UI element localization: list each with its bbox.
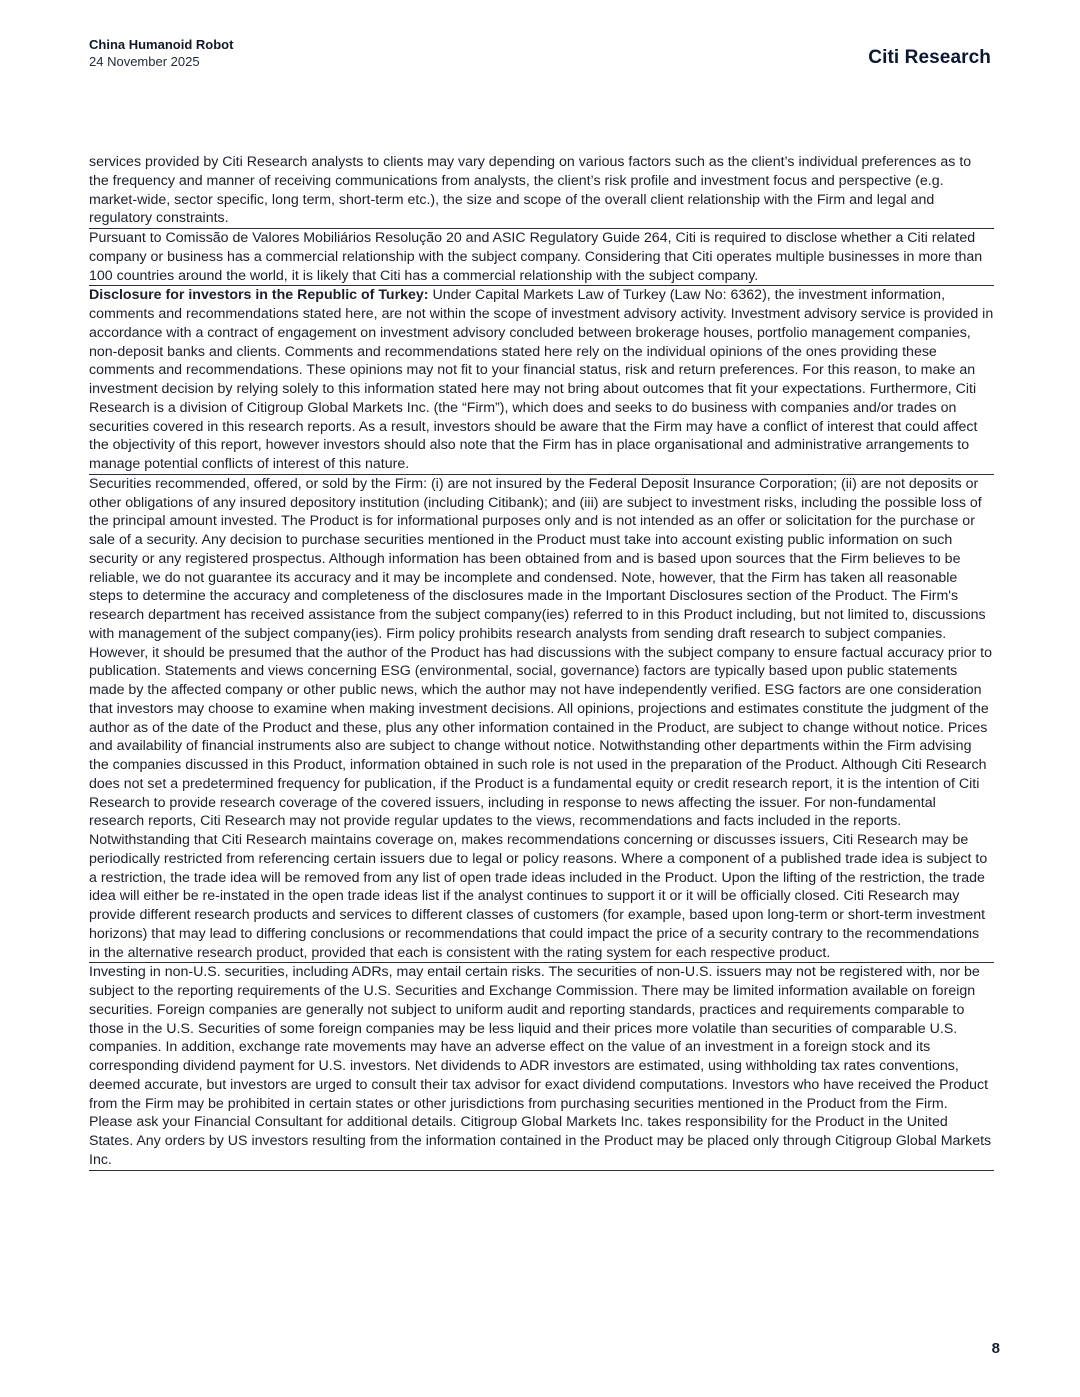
paragraph-text: services provided by Citi Research analysts to clients may vary depending on various factors such as the client’s individual preferences as to the frequency and manner of receiving communications from analysts, the client’s risk profile and investment focus and perspective (e.g. market-wide, sector specific, long term, short-term etc.), the size and scope of the overall client relationship with the Firm and legal and regulatory constraints. [89, 154, 972, 227]
paragraph-text: Under Capital Markets Law of Turkey (Law No: 6362), the investment information, comments and recommendations stated here, are not within the scope of investment advisory activity. Investment advisory service is provided in accordance with a contract of engagement on investment advisory concluded between brokerage houses, portfolio management companies, non-deposit banks and clients. Comments and recommendations stated here rely on the individual opinions of the ones providing these comments and recommendations. These opinions may not fit to your financial status, risk and return preferences. For this reason, to make an investment decision by relying solely to this information stated here may not bring about outcomes that fit your expectations. Furthermore, Citi Research is a division of Citigroup Global Markets Inc. (the “Firm”), which does and seeks to do business with companies and/or trades on securities covered in this research reports. As a result, investors should be aware that the Firm may have a conflict of interest that could affect the objectivity of this report, however investors should also note that the Firm has in place organisational and administrative arrangements to manage potential conflicts of interest of this nature. [89, 287, 994, 472]
disclosure-paragraph-services [89, 153, 994, 229]
report-date: 24 November 2025 [89, 54, 200, 69]
paragraph-text: Securities recommended, offered, or sold by the Firm: (i) are not insured by the Federal Deposit Insurance Corporation; (ii) are not deposits or other obligations of any insured depository institution (including Citibank); and (iii) are subject to investment risks, including the possible loss of the principal amount invested. The Product is for informational purposes only and is not intended as an offer or solicitation for the purchase or sale of a security. Any decision to purchase securities mentioned in the Product must take into account existing public information on such security or any registered prospectus. Although information has been obtained from and is based upon sources that the Firm believes to be reliable, we do not guarantee its accuracy and it may be incomplete and condensed. Note, however, that the Firm has taken all reasonable steps to determine the accuracy and completeness of the disclosures made in the Important Disclosures section of the Product. The Firm's research department has received assistance from the subject company(ies) referred to in this Product including, but not limited to, discussions with management of the subject company(ies). Firm policy prohibits research analysts from sending draft research to subject companies. However, it should be presumed that the author of the Product has had discussions with the subject company to ensure factual accuracy prior to publication. Statements and views concerning ESG (environmental, social, governance) factors are typically based upon public statements made by the affected company or other public news, which the author may not have independently verified. ESG factors are one consideration that investors may choose to examine when making investment decisions. All opinions, projections and estimates constitute the judgment of the author as of the date of the Product and these, plus any other information contained in the Product, are subject to change without notice. Prices and availability of financial instruments also are subject to change without notice. Notwithstanding other departments within the Firm advising the companies discussed in this Product, information obtained in such role is not used in the preparation of the Product. Although Citi Research does not set a predetermined frequency for publication, if the Product is a fundamental equity or credit research report, it is the intention of Citi Research to provide research coverage of the covered issuers, including in response to news affecting the issuer. For non-fundamental research reports, Citi Research may not provide regular updates to the views, recommendations and facts included in the reports. Notwithstanding that Citi Research maintains coverage on, makes recommendations concerning or discusses issuers, Citi Research may be periodically restricted from referencing certain issuers due to legal or policy reasons. Where a component of a published trade idea is subject to a restriction, the trade idea will be removed from any list of open trade ideas included in the Product. Upon the lifting of the restriction, the trade idea will either be re-instated in the open trade ideas list if the analyst continues to support it or it will be officially closed. Citi Research may provide different research products and services to different classes of customers (for example, based upon long-term or short-term investment horizons) that may lead to differing conclusions or recommendations that could impact the price of a security contrary to the recommendations in the alternative research product, provided that each is consistent with the rating system for each respective product. [89, 475, 992, 961]
disclosure-content [89, 153, 994, 1171]
paragraph-lead-heading: Disclosure for investors in the Republic of Turkey: [89, 287, 429, 304]
disclosure-paragraph-commercial-relationship [89, 229, 994, 286]
disclosure-paragraph-non-us-securities [89, 963, 994, 1170]
paragraph-text: Pursuant to Comissão de Valores Mobiliários Resolução 20 and ASIC Regulatory Guide 264, Citi is required to disclose whether a Citi related company or business has a commercial relationship with the subject company. Considering that Citi operates multiple businesses in more than 100 countries around the world, it is likely that Citi has a commercial relationship with the subject company. [89, 230, 983, 284]
disclosure-paragraph-securities [89, 475, 994, 964]
paragraph-text: Investing in non-U.S. securities, including ADRs, may entail certain risks. The securities of non-U.S. issuers may not be registered with, nor be subject to the reporting requirements of the U.S. Securities and Exchange Commission. There may be limited information available on foreign securities. Foreign companies are generally not subject to uniform audit and reporting standards, practices and requirements comparable to those in the U.S. Securities of some foreign companies may be less liquid and their prices more volatile than securities of comparable U.S. companies. In addition, exchange rate movements may have an adverse effect on the value of an investment in a foreign stock and its corresponding dividend payment for U.S. investors. Net dividends to ADR investors are estimated, using withholding tax rates conventions, deemed accurate, but investors are urged to consult their tax advisor for exact dividend computations. Investors who have received the Product from the Firm may be prohibited in certain states or other jurisdictions from purchasing securities mentioned in the Product from the Firm. Please ask your Financial Consultant for additional details. Citigroup Global Markets Inc. takes responsibility for the Product in the United States. Any orders by US investors resulting from the information contained in the Product may be placed only through Citigroup Global Markets Inc. [89, 964, 992, 1168]
page-number: 8 [991, 1340, 1000, 1357]
report-title: China Humanoid Robot [89, 37, 234, 52]
report-header [89, 36, 233, 71]
brand-logo-text: Citi Research [868, 47, 991, 68]
disclosure-paragraph-turkey [89, 286, 994, 475]
